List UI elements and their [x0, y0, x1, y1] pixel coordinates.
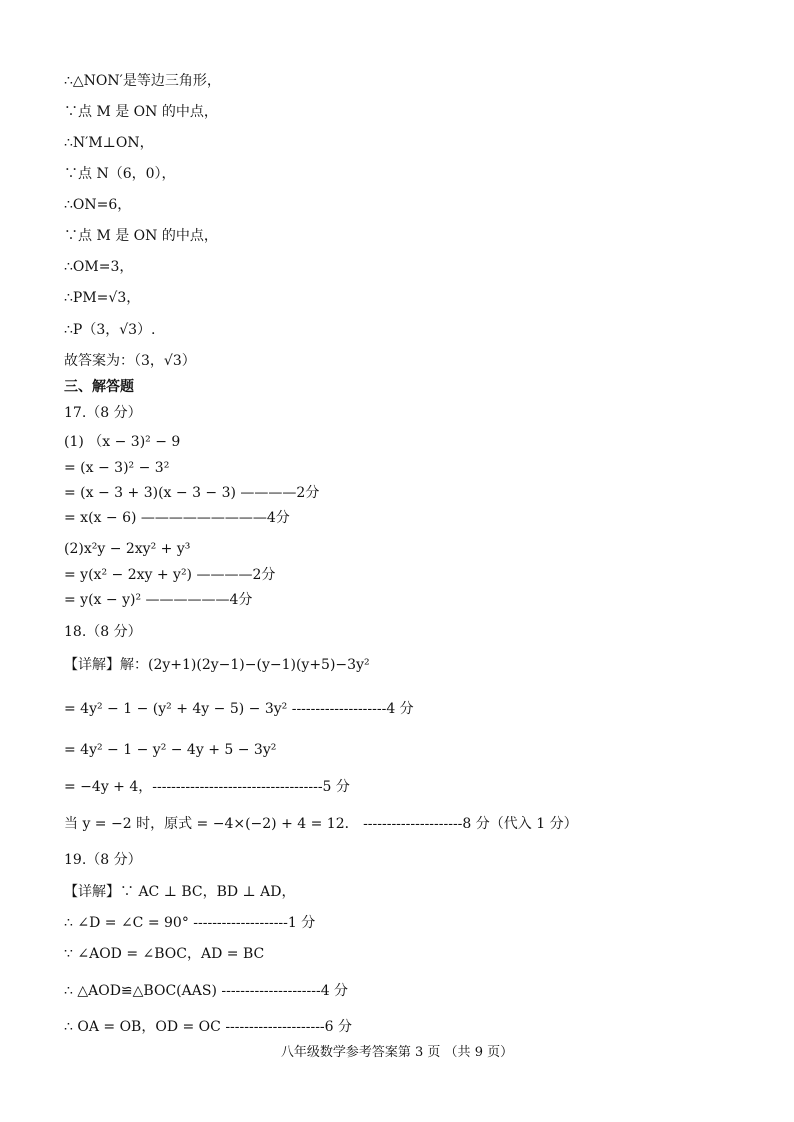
question-18-heading: 18.（8 分） — [64, 624, 142, 640]
text-line-2: ∵点 M 是 ON 的中点， — [64, 104, 218, 120]
q17-line-4: = x(x − 6) —————————4分 — [64, 510, 290, 526]
text-line-3: ∴N′M⊥ON， — [64, 135, 154, 151]
question-19-heading: 19.（8 分） — [64, 852, 142, 868]
q19-line-1: 【详解】∵ AC ⊥ BC，BD ⊥ AD， — [64, 884, 296, 900]
q19-line-2: ∴ ∠D = ∠C = 90° --------------------1 分 — [64, 915, 316, 931]
text-line-9: ∴P（3，√3）. — [64, 322, 156, 338]
q18-line-2: = 4y² − 1 − (y² + 4y − 5) − 3y² --------------------4 分 — [64, 701, 414, 717]
text-line-7: ∴OM=3， — [64, 259, 134, 275]
q18-line-3: = 4y² − 1 − y² − 4y + 5 − 3y² — [64, 742, 277, 758]
answer-line: 故答案为：（3，√3） — [64, 353, 196, 369]
text-line-1: ∴△NON′是等边三角形， — [64, 73, 221, 89]
q18-line-5: 当 y = −2 时，原式 = −4×(−2) + 4 = 12． ---------------------8 分（代入 1 分） — [64, 816, 578, 832]
q19-line-4: ∴ △AOD≌△BOC(AAS) ---------------------4 分 — [64, 983, 349, 999]
q17-line-7: = y(x − y)² ——————4分 — [64, 592, 253, 608]
q18-line-4: = −4y + 4，------------------------------------5 分 — [64, 779, 350, 795]
q17-line-3: = (x − 3 + 3)(x − 3 − 3) ————2分 — [64, 485, 320, 501]
q19-line-5: ∴ OA = OB，OD = OC ---------------------6 分 — [64, 1019, 353, 1035]
page-footer: 八年级数学参考答案第 3 页 （共 9 页） — [280, 1045, 514, 1060]
text-line-4: ∵点 N（6，0）， — [64, 166, 176, 182]
text-line-6: ∵点 M 是 ON 的中点， — [64, 228, 218, 244]
text-line-8: ∴PM=√3， — [64, 290, 141, 306]
q18-line-1: 【详解】解：(2y+1)(2y−1)−(y−1)(y+5)−3y² — [64, 657, 370, 673]
q17-line-2: = (x − 3)² − 3² — [64, 460, 170, 476]
q17-line-5: (2)x²y − 2xy² + y³ — [64, 541, 191, 557]
question-17-heading: 17.（8 分） — [64, 405, 142, 421]
section-heading: 三、解答题 — [64, 379, 134, 395]
text-line-5: ∴ON=6， — [64, 197, 132, 213]
q17-line-6: = y(x² − 2xy + y²) ————2分 — [64, 567, 276, 583]
q19-line-3: ∵ ∠AOD = ∠BOC，AD = BC — [64, 946, 265, 962]
q17-line-1: (1) （x − 3)² − 9 — [64, 434, 181, 450]
